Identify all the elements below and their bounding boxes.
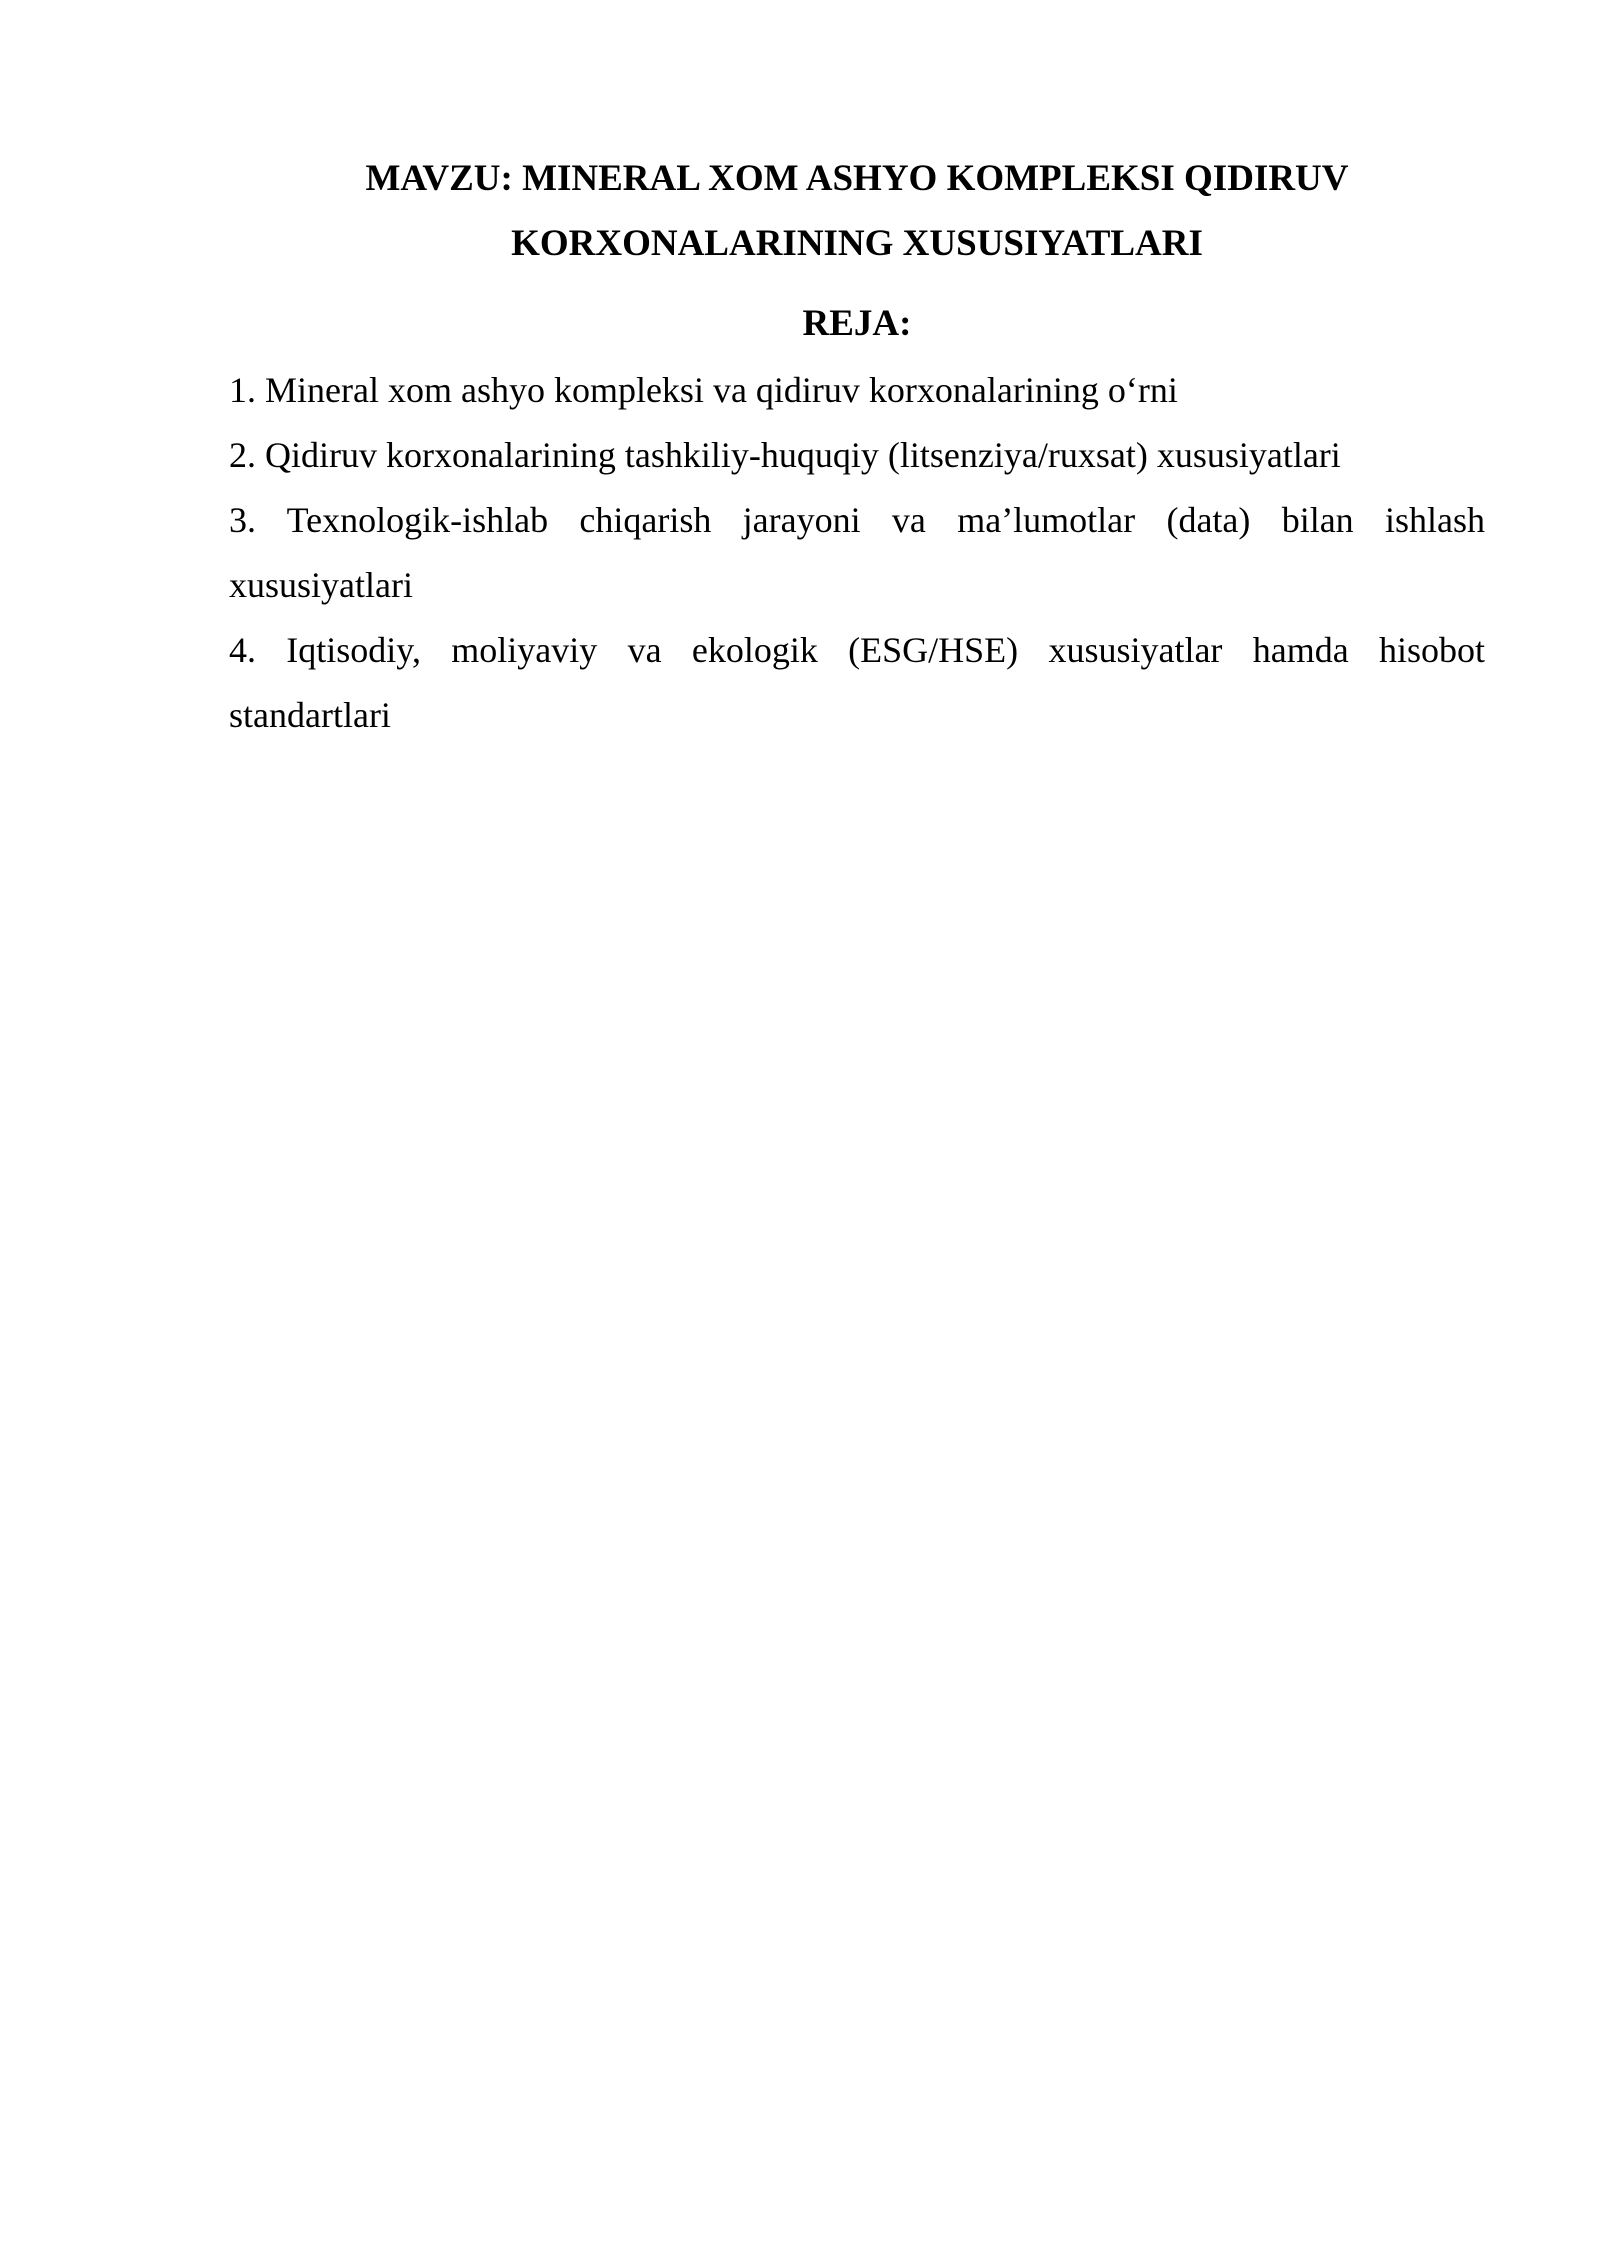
plan-list (229, 358, 1485, 748)
plan-item-2: 2. Qidiruv korxonalarining tashkiliy-huquqiy (litsenziya/ruxsat) xususiyatlari (229, 435, 1341, 475)
plan-heading: REJA: (802, 303, 912, 344)
document-title-line-2: KORXONALARINING XUSUSIYATLARI (511, 223, 1203, 264)
document-title-line-1: MAVZU: MINERAL XOM ASHYO KOMPLEKSI QIDIRUV (365, 158, 1349, 199)
document-title (229, 146, 1485, 276)
plan-item-4: 4. Iqtisodiy, moliyaviy va ekologik (ESG/HSE) xususiyatlar hamda hisobot standartlari (229, 630, 1485, 735)
plan-item-1: 1. Mineral xom ashyo kompleksi va qidiruv korxonalarining o‘rni (229, 370, 1178, 410)
page-content (229, 146, 1485, 748)
plan-item-3: 3. Texnologik-ishlab chiqarish jarayoni va ma’lumotlar (data) bilan ishlash xususiyatlari (229, 500, 1485, 605)
